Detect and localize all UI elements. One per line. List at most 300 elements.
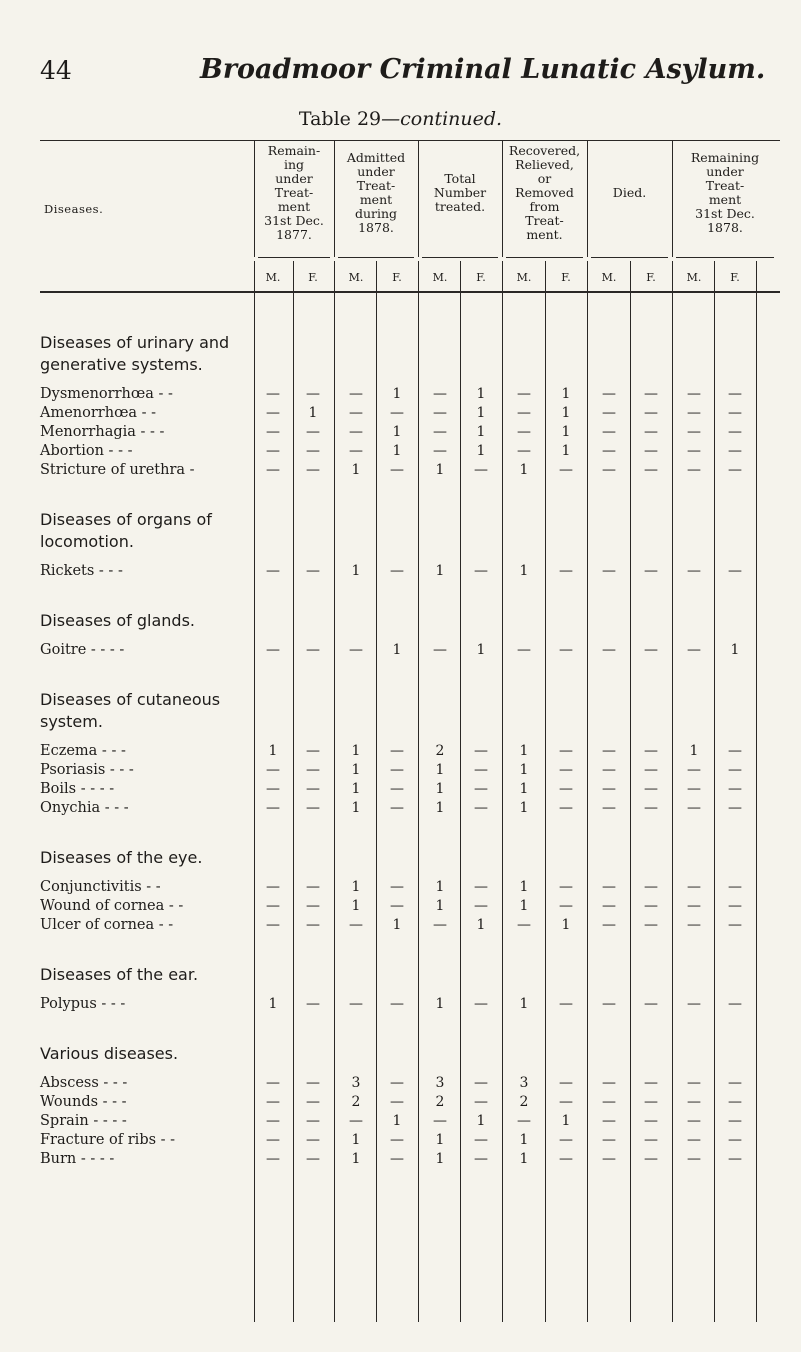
group-header-line: under [706,164,744,179]
table-cell: — [266,405,280,421]
table-cell: — [728,781,742,797]
table-cell: — [306,898,320,914]
column-rule-10 [672,261,673,1322]
table-cell: — [474,1151,488,1167]
table-cell: — [602,800,616,816]
table-cell: — [474,1132,488,1148]
group-header-line: Recovered, [508,143,581,158]
table-cell: — [728,1132,742,1148]
table-cell: — [266,800,280,816]
table-cell: — [559,1075,573,1091]
group-underline-1 [338,257,414,258]
table-cell: 1 [268,996,278,1012]
table-cell: 1 [435,800,445,816]
table-cell: — [306,1113,320,1129]
group-header-line: ment [277,199,311,214]
table-cell: 1 [561,917,571,933]
table-cell: — [517,917,531,933]
group-header-line: or [537,171,552,186]
sub-rule-1 [40,291,780,293]
table-cell: 3 [435,1075,445,1091]
column-rule-4 [418,261,419,1322]
table-cell: — [474,996,488,1012]
group-header-line: ment [359,192,393,207]
group-underline-2 [422,257,498,258]
table-cell: — [687,917,701,933]
table-cell: 1 [308,405,318,421]
group-header-line: Treat- [705,178,745,193]
table-cell: — [644,405,658,421]
sub-header-f-7: F. [561,271,571,284]
table-cell: 1 [519,898,529,914]
table-cell: 2 [519,1094,529,1110]
table-cell: — [728,879,742,895]
table-cell: — [687,1113,701,1129]
table-cell: — [390,1075,404,1091]
table-cell: — [306,781,320,797]
table-cell: — [306,424,320,440]
table-cell: 1 [392,642,402,658]
group-header-line: ment. [526,227,563,242]
table-cell: — [644,443,658,459]
table-cell: 1 [392,443,402,459]
sub-header-f-9: F. [646,271,656,284]
table-cell: — [349,917,363,933]
table-cell: — [559,879,573,895]
section-title-line: generative systems. [40,355,203,374]
table-cell: — [602,781,616,797]
sub-header-f-5: F. [476,271,486,284]
table-cell: — [728,443,742,459]
table-cell: — [644,1094,658,1110]
table-cell: 1 [435,1132,445,1148]
table-cell: — [474,743,488,759]
row-label: Menorrhagia - - - [40,424,165,440]
row-label: Stricture of urethra - [40,462,195,478]
group-underline-5 [676,257,774,258]
table-cell: — [687,443,701,459]
table-cell: — [390,762,404,778]
table-cell: — [266,1132,280,1148]
table-cell: — [390,1132,404,1148]
table-cell: — [687,1151,701,1167]
section-title-line: Diseases of glands. [40,611,195,630]
table-cell: 1 [519,1151,529,1167]
row-label: Fracture of ribs - - [40,1132,176,1148]
table-cell: 1 [476,642,486,658]
row-label: Wounds - - - [40,1094,127,1110]
group-header-3 [502,144,587,242]
table-cell: — [433,405,447,421]
column-rule-2 [334,261,335,1322]
table-cell: — [644,1113,658,1129]
table-title-suffix: —continued. [381,108,503,130]
table-cell: — [728,743,742,759]
table-cell: — [728,1151,742,1167]
table-cell: 1 [351,800,361,816]
group-header-line: Number [433,185,487,200]
table-cell: — [517,642,531,658]
table-cell: — [306,443,320,459]
group-header-0 [254,144,334,242]
table-cell: — [644,563,658,579]
table-cell: — [474,898,488,914]
group-header-line: treated. [434,199,486,214]
table-cell: — [644,800,658,816]
table-cell: — [559,1094,573,1110]
table-cell: — [687,1094,701,1110]
table-cell: — [687,879,701,895]
top-rule [40,140,780,141]
table-cell: — [474,879,488,895]
table-cell: — [728,762,742,778]
row-label: Sprain - - - - [40,1113,127,1129]
table-cell: 1 [351,563,361,579]
table-cell: — [390,1151,404,1167]
table-cell: — [306,762,320,778]
group-separator-4 [587,140,588,257]
table-cell: 1 [476,386,486,402]
table-cell: 1 [392,1113,402,1129]
group-header-line: 1878. [707,220,743,235]
group-header-4 [587,186,672,200]
table-cell: — [728,1075,742,1091]
table-cell: 1 [561,1113,571,1129]
table-cell: — [602,898,616,914]
table-cell: — [644,1132,658,1148]
table-cell: — [644,1151,658,1167]
section-title [40,332,229,376]
section-title-line: Diseases of the ear. [40,965,199,984]
table-cell: — [266,762,280,778]
table-cell: — [517,424,531,440]
table-cell: — [559,898,573,914]
table-cell: — [266,781,280,797]
group-header-line: Remain- [267,143,321,158]
table-cell: 1 [519,1132,529,1148]
table-cell: — [433,424,447,440]
row-label: Wound of cornea - - [40,898,184,914]
table-cell: 3 [519,1075,529,1091]
section-title [40,689,220,733]
table-cell: — [474,762,488,778]
group-underline-0 [258,257,330,258]
table-cell: — [644,743,658,759]
section-title-line: Diseases of urinary and [40,333,230,352]
table-cell: 1 [351,898,361,914]
table-cell: 1 [519,781,529,797]
table-cell: 1 [351,781,361,797]
sub-header-f-1: F. [308,271,318,284]
table-cell: — [390,405,404,421]
table-cell: — [644,917,658,933]
table-cell: — [644,762,658,778]
table-cell: — [306,743,320,759]
table-cell: — [306,879,320,895]
running-title: Broadmoor Criminal Lunatic Asylum. [200,54,766,85]
section-title-line: Diseases of organs of [40,510,212,529]
table-cell: — [306,462,320,478]
table-cell: 1 [392,386,402,402]
table-cell: 1 [435,781,445,797]
group-separator-3 [502,140,503,257]
section-title [40,509,212,553]
table-cell: — [306,386,320,402]
row-label: Amenorrhœa - - [40,405,157,421]
table-cell: — [349,424,363,440]
table-cell: — [349,405,363,421]
table-cell: — [687,898,701,914]
table-cell: — [687,996,701,1012]
table-cell: 1 [268,743,278,759]
table-cell: — [559,800,573,816]
table-title: Table 29 [298,108,382,130]
table-cell: 1 [351,1132,361,1148]
table-cell: 1 [476,443,486,459]
section-title [40,1043,178,1065]
table-cell: 1 [351,1151,361,1167]
table-cell: 1 [689,743,699,759]
table-cell: 1 [435,879,445,895]
table-cell: — [602,1094,616,1110]
table-cell: — [602,642,616,658]
table-cell: 2 [435,1094,445,1110]
table-cell: — [559,781,573,797]
table-cell: — [602,1113,616,1129]
row-label: Boils - - - - [40,781,115,797]
table-cell: 1 [519,762,529,778]
section-title [40,964,198,986]
table-cell: — [433,386,447,402]
group-header-line: 1878. [358,220,394,235]
sub-header-m-8: M. [601,271,617,284]
row-label: Abortion - - - [40,443,133,459]
table-cell: 1 [476,917,486,933]
group-separator-2 [418,140,419,257]
table-cell: — [687,405,701,421]
group-header-5 [672,151,778,235]
sub-header-m-0: M. [265,271,281,284]
table-cell: — [602,879,616,895]
table-cell: — [687,462,701,478]
table-cell: — [644,642,658,658]
table-cell: 1 [392,917,402,933]
group-header-line: 1877. [276,227,312,242]
table-cell: — [602,1151,616,1167]
table-cell: 1 [519,879,529,895]
table-cell: — [728,1113,742,1129]
table-cell: 1 [435,1151,445,1167]
table-cell: — [266,898,280,914]
table-cell: — [687,563,701,579]
table-cell: — [644,879,658,895]
table-cell: — [390,563,404,579]
row-label: Psoriasis - - - [40,762,134,778]
table-cell: 1 [351,462,361,478]
table-cell: — [687,642,701,658]
table-cell: — [559,1132,573,1148]
table-cell: — [517,1113,531,1129]
table-cell: — [728,917,742,933]
group-underline-4 [591,257,668,258]
table-cell: — [390,898,404,914]
sub-header-m-2: M. [348,271,364,284]
table-cell: 1 [351,879,361,895]
group-header-line: from [529,199,560,214]
row-label: Conjunctivitis - - [40,879,161,895]
row-label: Polypus - - - [40,996,126,1012]
table-cell: — [602,405,616,421]
table-cell: — [390,1094,404,1110]
table-cell: — [517,386,531,402]
table-cell: — [474,563,488,579]
sub-header-m-6: M. [516,271,532,284]
table-cell: — [728,462,742,478]
table-cell: — [602,762,616,778]
table-cell: — [644,462,658,478]
table-cell: — [602,1075,616,1091]
group-header-line: 31st Dec. [264,213,324,228]
table-cell: — [349,642,363,658]
table-cell: 1 [476,424,486,440]
table-cell: 2 [351,1094,361,1110]
group-header-line: under [357,164,395,179]
table-cell: — [559,743,573,759]
table-cell: — [266,424,280,440]
table-cell: — [728,424,742,440]
table-cell: — [306,800,320,816]
table-cell: — [306,1151,320,1167]
column-rule-12 [756,261,757,1322]
table-cell: — [306,917,320,933]
group-header-line: Admitted [346,150,406,165]
group-header-line: Died. [612,185,647,200]
group-separator-1 [334,140,335,257]
table-cell: — [728,898,742,914]
table-cell: — [517,405,531,421]
table-cell: — [390,743,404,759]
table-cell: — [266,1151,280,1167]
section-title-line: Diseases of cutaneous [40,690,221,709]
table-caption [0,108,801,130]
table-cell: — [644,781,658,797]
table-cell: — [474,781,488,797]
group-separator-5 [672,140,673,257]
table-cell: — [266,443,280,459]
table-cell: — [687,762,701,778]
section-title [40,847,202,869]
table-cell: — [349,443,363,459]
table-cell: — [728,1094,742,1110]
table-cell: 1 [351,762,361,778]
table-cell: — [687,1075,701,1091]
table-cell: — [390,879,404,895]
table-cell: — [644,898,658,914]
section-title-line: Diseases of the eye. [40,848,203,867]
row-label: Rickets - - - [40,563,123,579]
table-cell: — [349,1113,363,1129]
table-cell: — [687,800,701,816]
sub-header-f-3: F. [392,271,402,284]
sub-header-f-11: F. [730,271,740,284]
table-cell: 1 [435,563,445,579]
table-cell: — [602,743,616,759]
row-label: Onychia - - - [40,800,129,816]
table-cell: — [644,424,658,440]
table-cell: 1 [435,762,445,778]
table-cell: — [559,762,573,778]
sub-header-m-4: M. [432,271,448,284]
table-cell: — [390,781,404,797]
table-cell: — [349,996,363,1012]
table-cell: — [602,917,616,933]
table-cell: — [266,917,280,933]
section-title [40,610,195,632]
table-cell: — [644,386,658,402]
table-cell: — [433,642,447,658]
table-cell: 1 [519,743,529,759]
table-cell: 1 [561,386,571,402]
table-cell: — [266,642,280,658]
table-cell: — [474,1075,488,1091]
group-header-line: under [275,171,313,186]
group-header-line: during [354,206,398,221]
group-header-line: Relieved, [515,157,574,172]
table-cell: 3 [351,1075,361,1091]
group-separator-0 [254,140,255,257]
table-cell: — [602,563,616,579]
table-cell: — [644,1075,658,1091]
row-label: Dysmenorrhœa - - [40,386,173,402]
column-rule-6 [502,261,503,1322]
table-cell: — [602,996,616,1012]
section-title-line: Various diseases. [40,1044,179,1063]
table-cell: — [602,386,616,402]
table-cell: — [517,443,531,459]
group-header-line: Remaining [690,150,760,165]
section-title-line: system. [40,712,103,731]
table-cell: — [644,996,658,1012]
table-cell: 1 [730,642,740,658]
table-cell: — [728,996,742,1012]
table-cell: — [306,1075,320,1091]
group-header-line: Total [444,171,476,186]
table-cell: — [728,563,742,579]
table-cell: — [306,996,320,1012]
table-cell: — [559,462,573,478]
table-cell: — [266,1075,280,1091]
table-cell: — [390,800,404,816]
table-cell: — [728,800,742,816]
table-cell: — [390,462,404,478]
table-cell: 1 [476,1113,486,1129]
table-cell: — [266,462,280,478]
table-cell: — [602,424,616,440]
table-cell: 2 [435,743,445,759]
table-cell: — [559,1151,573,1167]
row-label: Eczema - - - [40,743,126,759]
group-header-1 [334,151,418,235]
table-cell: — [390,996,404,1012]
group-header-line: ing [283,157,305,172]
table-cell: — [349,386,363,402]
table-cell: — [474,800,488,816]
table-cell: — [728,386,742,402]
group-header-line: Treat- [274,185,314,200]
table-cell: — [728,405,742,421]
table-cell: — [266,1113,280,1129]
table-cell: — [306,1094,320,1110]
